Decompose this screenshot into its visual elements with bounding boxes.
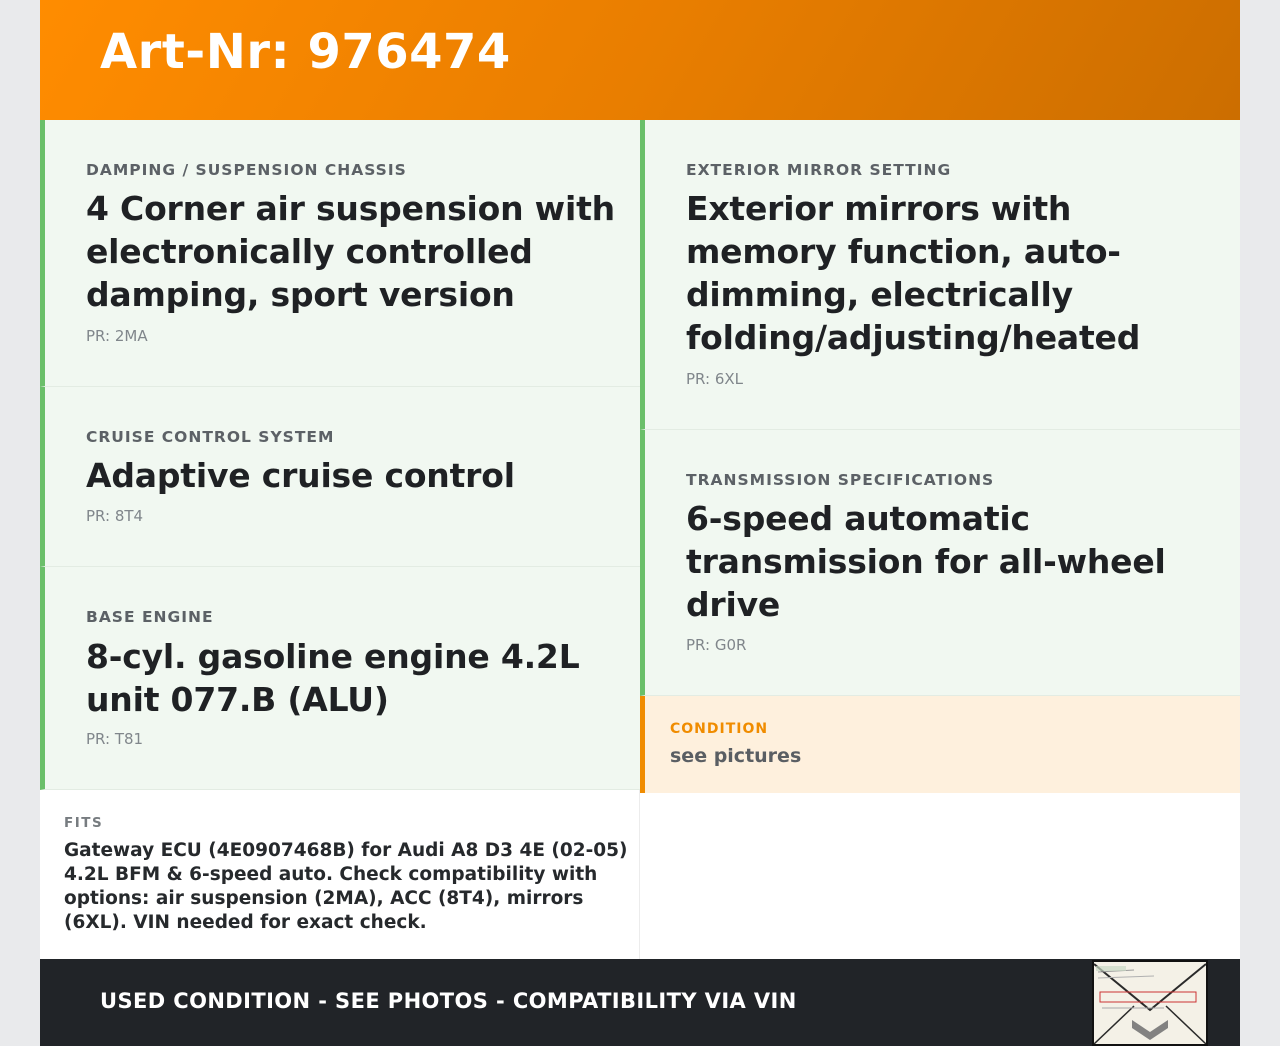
spec-category: CRUISE CONTROL SYSTEM — [86, 428, 335, 446]
envelope-label-image — [1094, 962, 1206, 1044]
spec-category: TRANSMISSION SPECIFICATIONS — [686, 471, 995, 489]
product-photo-thumbnail[interactable] — [1092, 960, 1208, 1046]
spec-pr-code: PR: 2MA — [86, 327, 148, 345]
spec-category: DAMPING / SUSPENSION CHASSIS — [86, 161, 407, 179]
spec-value: Exterior mirrors with memory function, auto-dimming, electrically folding/adjusting/heated — [686, 189, 1141, 357]
spec-value: 8-cyl. gasoline engine 4.2L unit 077.B (ALU) — [86, 637, 580, 719]
condition-card — [640, 696, 1240, 793]
spec-pr-code: PR: T81 — [86, 730, 144, 748]
condition-label: CONDITION — [670, 721, 769, 737]
fits-text: Gateway ECU (4E0907468B) for Audi A8 D3 4E (02-05) 4.2L BFM & 6-speed auto. Check compatibility with options: air suspension (2MA), ACC (8T4), mirrors (6XL). VIN needed for exact check. — [64, 840, 628, 933]
spec-value: Adaptive cruise control — [86, 456, 515, 495]
datasheet — [40, 0, 1240, 1046]
footer-tagline: USED CONDITION - SEE PHOTOS - COMPATIBILITY VIA VIN — [100, 989, 797, 1013]
spec-card-cruise-control — [40, 387, 640, 567]
spec-card-engine — [40, 567, 640, 790]
spec-card-suspension — [40, 120, 640, 387]
spec-category: EXTERIOR MIRROR SETTING — [686, 161, 952, 179]
spec-category: BASE ENGINE — [86, 608, 214, 626]
fits-section — [40, 790, 640, 959]
spec-pr-code: PR: 8T4 — [86, 507, 144, 525]
spec-card-exterior-mirrors — [640, 120, 1240, 430]
spec-pr-code: PR: 6XL — [686, 370, 744, 388]
page-title: Art-Nr: 976474 — [100, 24, 511, 80]
fits-label: FITS — [64, 815, 104, 831]
condition-value: see pictures — [670, 745, 802, 767]
footer-banner — [40, 959, 1240, 1046]
header-banner — [40, 0, 1240, 120]
spec-value: 4 Corner air suspension with electronically controlled damping, sport version — [86, 189, 615, 314]
spec-card-transmission — [640, 430, 1240, 696]
spec-pr-code: PR: G0R — [686, 636, 747, 654]
spec-value: 6-speed automatic transmission for all-wheel drive — [686, 499, 1166, 624]
